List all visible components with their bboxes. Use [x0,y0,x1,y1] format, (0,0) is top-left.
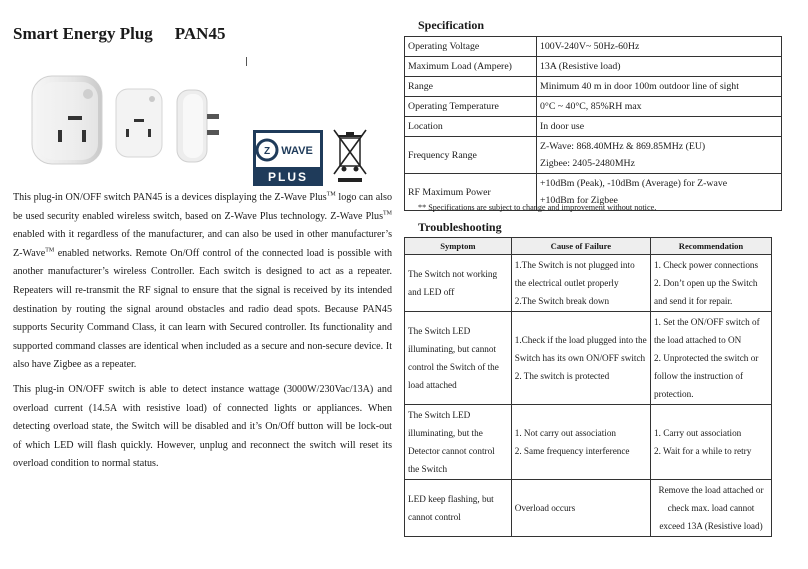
table-row [405,137,782,174]
table-row [405,480,772,537]
table-row [405,117,782,137]
desc-text: This plug-in ON/OFF switch PAN45 is a devices displaying the Z-Wave Plus [13,192,327,203]
table-row [405,312,772,405]
weee-bin-icon [330,126,370,184]
column-header: Symptom [405,238,512,255]
cause-line: 1.The Switch is not plugged into the electrical outlet properly [514,260,635,288]
table-header-row [405,238,772,255]
model-number: PAN45 [174,24,226,43]
plug-front-image [114,87,164,159]
symptom-cell: The Switch LED illuminating, but cannot control the Switch of the load attached [405,312,512,405]
cause-line: 2.The Switch break down [514,296,610,306]
symptom-cell: The Switch not working and LED off [405,255,512,312]
description-paragraph-2: This plug-in ON/OFF switch is able to detect instance wattage (3000W/230Vac/13A) and overload current (14.5A with resistive load) of connected lights or appliances. When detecting overload state, the Switch will be disabled and it’s On/Off button will be lock-out of which LED will flash quickly. However, unplug and reconnect the switch will reset its overload condition to normal status. [13,384,392,470]
recommendation-line: 2. Wait for a while to retry [654,446,752,456]
spec-label: Range [405,77,537,97]
column-header: Cause of Failure [511,238,650,255]
recommendation-line: 2. Don’t open up the Switch and send it for repair. [654,278,758,306]
table-row [405,97,782,117]
recommendation-line: 2. Unprotected the switch or follow the instruction of protection. [654,353,759,399]
desc-text: logo can also be used security enabled wireless switch, based on Z-Wave Plus technology. Z-Wave Plus [13,192,392,222]
cause-cell [511,312,650,405]
divider-mark [246,57,247,66]
recommendation-cell [651,312,772,405]
spec-value [537,137,782,174]
recommendation-cell [651,255,772,312]
symptom-cell: The Switch LED illuminating, but the Detector cannot control the Switch [405,405,512,480]
specification-table [404,36,782,211]
cause-line: 2. The switch is protected [514,371,610,381]
cause-line: 2. Same frequency interference [514,446,630,456]
table-row [405,77,782,97]
spec-label: Location [405,117,537,137]
specification-heading: Specification [418,18,484,32]
specification-note: ** Specifications are subject to change and improvement without notice. [418,203,657,212]
table-row [405,57,782,77]
cause-line: 1. Not carry out association [514,428,617,438]
spec-value: 13A (Resistive load) [537,57,782,77]
zwave-logo-z: Z [263,146,271,157]
spec-label: Operating Temperature [405,97,537,117]
plug-angled-image [28,72,108,168]
spec-label: RF Maximum Power [405,174,537,211]
spec-value-line: +10dBm for Zigbee [540,195,618,206]
recommendation-line: 1. Check power connections [654,260,759,270]
desc-text: enabled with it regardless of the manufacturer, and can also be used in other manufacturer’s Z-Wave [13,229,392,259]
zwave-plus-logo [253,130,323,186]
plug-side-image [175,88,221,164]
product-name: Smart Energy Plug [13,24,153,43]
spec-value-line: +10dBm (Peak), -10dBm (Average) for Z-wave [540,178,728,189]
table-row [405,37,782,57]
trademark-sup: TM [45,247,55,254]
description-paragraph-1 [13,189,392,375]
table-row [405,405,772,480]
spec-value: 0°C ~ 40°C, 85%RH max [537,97,782,117]
zwave-logo-plus: PLUS [267,170,309,184]
spec-value-line: Zigbee: 2405-2480MHz [540,158,635,169]
recommendation-line: 1. Carry out association [654,428,742,438]
spec-label: Operating Voltage [405,37,537,57]
recommendation-line: 1. Set the ON/OFF switch of the load attached to ON [654,317,760,345]
spec-label: Frequency Range [405,137,537,174]
spec-label: Maximum Load (Ampere) [405,57,537,77]
troubleshooting-heading: Troubleshooting [418,220,502,234]
troubleshooting-table [404,237,772,537]
cause-cell [511,255,650,312]
trademark-sup: TM [383,210,392,217]
recommendation-cell: Remove the load attached or check max. load cannot exceed 13A (Resistive load) [651,480,772,537]
spec-value: 100V-240V~ 50Hz-60Hz [537,37,782,57]
symptom-cell: LED keep flashing, but cannot control [405,480,512,537]
recommendation-cell [651,405,772,480]
cause-line: 1.Check if the load plugged into the Switch has its own ON/OFF switch [514,335,647,363]
spec-value: In door use [537,117,782,137]
page-title [13,24,225,44]
zwave-logo-wave: WAVE [281,145,313,157]
desc-text: enabled networks. Remote On/Off control of the connected load is possible with another manufacturer’s wireless Controller. Each switch is designed to act as a repeater. Repeaters will re-transmit the RF signal to ensure that the signal is received by its intended destination by routing the signal around obstacles and radio dead spots. Because PAN45 supports Security Command Class, it can learn with Secured controller. Its functionality and supported command classes are identical when included as a secure and non-secure device. It also have Zigbee as a repeater. [13,247,392,371]
cause-cell: Overload occurs [511,480,650,537]
column-header: Recommendation [651,238,772,255]
table-row [405,255,772,312]
trademark-sup: TM [326,191,336,198]
spec-value: Minimum 40 m in door 100m outdoor line of sight [537,77,782,97]
spec-value-line: Z-Wave: 868.40MHz & 869.85MHz (EU) [540,141,706,152]
cause-cell [511,405,650,480]
